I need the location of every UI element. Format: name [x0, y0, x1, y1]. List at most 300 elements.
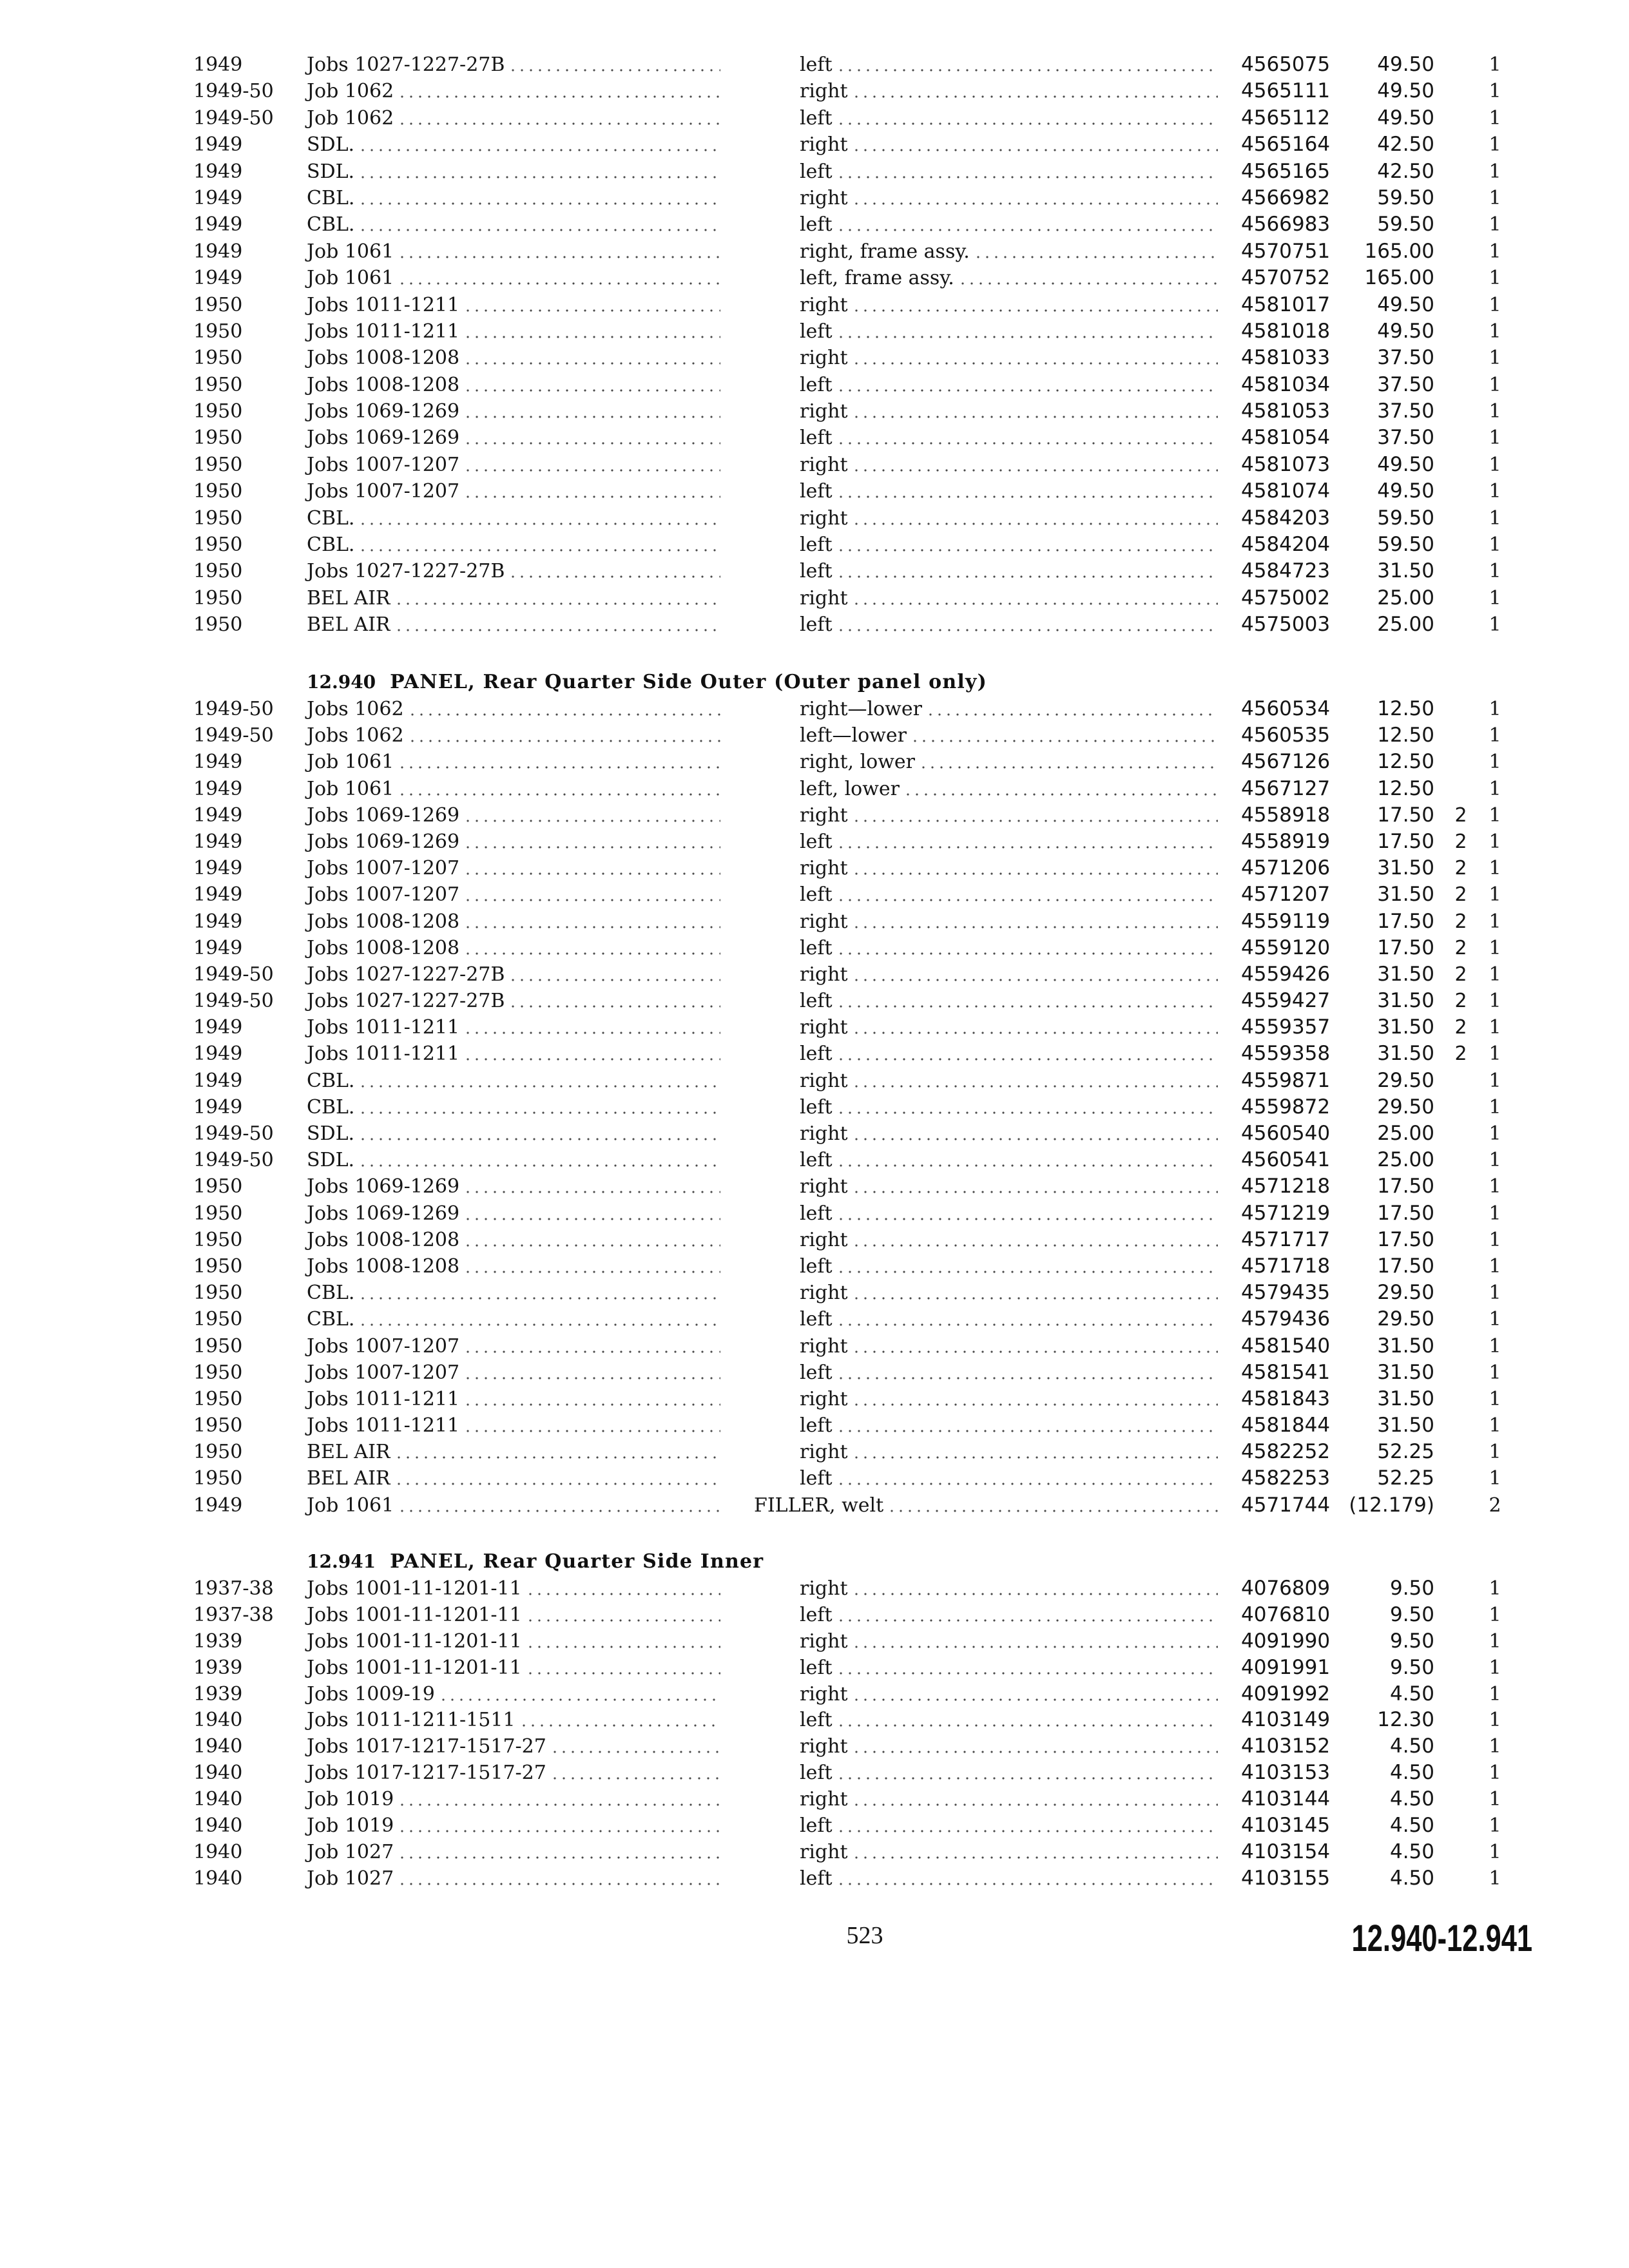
dot-leader: [394, 1465, 720, 1492]
dot-leader: [836, 105, 1218, 131]
job-cell: [307, 749, 720, 775]
description: right: [800, 400, 848, 423]
description: right: [800, 586, 848, 610]
job-cell: [307, 776, 720, 802]
description-cell: [800, 908, 1218, 935]
dot-leader: [852, 908, 1218, 935]
model-year: 1950: [193, 1282, 243, 1305]
quantity: 1: [1489, 613, 1501, 637]
description: left: [800, 320, 833, 343]
price: 29.50: [1377, 1281, 1434, 1305]
description: left: [800, 1254, 833, 1278]
job-number: Jobs 1069-1269: [307, 1175, 460, 1198]
quantity: 1: [1489, 373, 1501, 396]
model-year: 1949-50: [193, 724, 274, 747]
job-cell: [307, 1681, 720, 1707]
job-number: Jobs 1011-1211: [307, 1414, 460, 1437]
dot-leader: [836, 829, 1218, 855]
job-number: Jobs 1007-1207: [307, 883, 460, 907]
price: 17.50: [1377, 803, 1434, 827]
job-cell: [307, 1306, 720, 1332]
price: 59.50: [1377, 533, 1434, 557]
description-cell: [800, 585, 1218, 611]
dot-leader: [358, 185, 720, 211]
job-cell: [307, 1120, 720, 1147]
table-row: [0, 1412, 1629, 1439]
model-year: 1949: [193, 240, 243, 263]
description-cell: [800, 1412, 1218, 1439]
model-year: 1940: [193, 1840, 243, 1863]
model-year: 1939: [193, 1682, 243, 1706]
price: 4.50: [1389, 1735, 1434, 1758]
table-row: [0, 211, 1629, 238]
dot-leader: [463, 881, 720, 908]
job-number: CBL.: [307, 1308, 355, 1331]
job-number: BEL AIR: [307, 1467, 390, 1490]
job-cell: [307, 829, 720, 855]
description-cell: [800, 292, 1218, 318]
job-number: Jobs 1027-1227-27B: [307, 53, 505, 76]
dot-leader: [408, 722, 720, 749]
description-cell: [800, 1707, 1218, 1733]
description-cell: [800, 1760, 1218, 1786]
job-cell: [307, 988, 720, 1014]
quantity: 1: [1489, 1735, 1501, 1758]
description: left—lower: [800, 724, 907, 747]
quantity: 1: [1489, 1095, 1501, 1119]
table-row: [0, 776, 1629, 802]
dot-leader: [836, 1253, 1218, 1280]
table-row: [0, 505, 1629, 532]
description: right: [800, 1441, 848, 1464]
dot-leader: [852, 131, 1218, 158]
price: 25.00: [1377, 1122, 1434, 1145]
table-row: [0, 105, 1629, 131]
model-year: 1949: [193, 910, 243, 933]
description-cell: [800, 505, 1218, 532]
quantity: 1: [1489, 453, 1501, 476]
quantity: 1: [1489, 1149, 1501, 1172]
price: 37.50: [1377, 346, 1434, 370]
price: 49.50: [1377, 452, 1434, 476]
price: 49.50: [1377, 319, 1434, 343]
section-heading: [0, 1548, 1629, 1575]
dot-leader: [358, 1147, 720, 1173]
model-year: 1949: [193, 133, 243, 157]
model-year: 1937-38: [193, 1603, 274, 1626]
description-cell: [800, 1147, 1218, 1173]
part-number: 4076810: [1241, 1602, 1331, 1626]
model-year: 1950: [193, 506, 243, 530]
description: left: [800, 1603, 833, 1626]
description-cell: [800, 696, 1218, 722]
job-number: Job 1062: [307, 80, 394, 103]
description: right: [800, 1282, 848, 1305]
description-cell: [800, 159, 1218, 185]
dot-leader: [398, 749, 720, 775]
job-number: CBL.: [307, 186, 355, 209]
table-row: [0, 585, 1629, 611]
description: left, frame assy.: [800, 267, 954, 290]
dot-leader: [852, 1575, 1218, 1602]
description-cell: [800, 78, 1218, 104]
job-cell: [307, 1333, 720, 1360]
job-number: Jobs 1011-1211: [307, 293, 460, 316]
description-cell: [800, 935, 1218, 961]
job-cell: [307, 1173, 720, 1200]
table-row: [0, 78, 1629, 104]
job-cell: [307, 611, 720, 638]
price: 42.50: [1377, 133, 1434, 157]
job-number: SDL.: [307, 160, 355, 183]
job-cell: [307, 1360, 720, 1386]
part-number: 4103149: [1241, 1708, 1331, 1732]
part-number: 4103152: [1241, 1735, 1331, 1758]
table-row: [0, 318, 1629, 345]
description-cell: [800, 1333, 1218, 1360]
dot-leader: [836, 532, 1218, 558]
price: (12.179): [1349, 1493, 1434, 1517]
job-cell: [307, 1812, 720, 1839]
dot-leader: [526, 1628, 720, 1655]
description-cell: [800, 1602, 1218, 1628]
description-cell: [800, 776, 1218, 802]
dot-leader: [358, 1068, 720, 1094]
price: 37.50: [1377, 399, 1434, 423]
part-number: 4103154: [1241, 1840, 1331, 1863]
description-cell: [800, 1360, 1218, 1386]
price: 12.50: [1377, 724, 1434, 747]
job-cell: [307, 1147, 720, 1173]
description-cell: [800, 961, 1218, 988]
description: left: [800, 1308, 833, 1331]
part-number: 4566982: [1241, 186, 1331, 209]
model-year: 1949: [193, 936, 243, 959]
dot-leader: [852, 345, 1218, 371]
job-number: Job 1019: [307, 1788, 394, 1811]
section-number: 12.941: [307, 1551, 376, 1572]
part-number: 4560534: [1241, 697, 1331, 720]
description-cell: [800, 1253, 1218, 1280]
description-cell: [800, 1865, 1218, 1892]
model-year: 1950: [193, 1202, 243, 1225]
dot-leader: [911, 722, 1218, 749]
dot-leader: [852, 1628, 1218, 1655]
table-row: [0, 1306, 1629, 1332]
dot-leader: [358, 1094, 720, 1120]
description-cell: [800, 1120, 1218, 1147]
description-cell: [800, 425, 1218, 451]
quantity: 1: [1489, 910, 1501, 933]
quantity: 1: [1489, 1387, 1501, 1410]
price: 31.50: [1377, 962, 1434, 986]
price: 12.50: [1377, 697, 1434, 720]
part-number: 4571207: [1241, 883, 1331, 907]
model-year: 1949: [193, 1069, 243, 1092]
dot-leader: [398, 238, 720, 265]
quantity: 1: [1489, 1308, 1501, 1331]
dot-leader: [852, 855, 1218, 881]
table-row: [0, 1655, 1629, 1681]
description-cell: [800, 1655, 1218, 1681]
quantity: 1: [1489, 347, 1501, 370]
model-year: 1949: [193, 1494, 243, 1517]
model-year: 1949-50: [193, 1122, 274, 1145]
job-number: BEL AIR: [307, 1441, 390, 1464]
part-number: 4584723: [1241, 559, 1331, 583]
description: right: [800, 347, 848, 370]
quantity: 1: [1489, 1867, 1501, 1890]
job-cell: [307, 372, 720, 398]
model-year: 1950: [193, 480, 243, 503]
table-row: [0, 1865, 1629, 1892]
job-cell: [307, 1707, 720, 1733]
price: 25.00: [1377, 586, 1434, 610]
part-number: 4581017: [1241, 293, 1331, 316]
quantity: 1: [1489, 560, 1501, 583]
dot-leader: [526, 1602, 720, 1628]
table-row: [0, 1812, 1629, 1839]
description-cell: [800, 1786, 1218, 1812]
price: 31.50: [1377, 883, 1434, 907]
model-year: 1949: [193, 160, 243, 183]
price: 52.25: [1377, 1440, 1434, 1464]
price: 4.50: [1389, 1787, 1434, 1811]
dot-leader: [852, 1333, 1218, 1360]
table-row: [0, 722, 1629, 749]
catalog-section: [0, 1548, 1629, 1892]
quantity: 1: [1489, 586, 1501, 610]
dot-leader: [463, 1360, 720, 1386]
part-number: 4567126: [1241, 750, 1331, 774]
dot-leader: [836, 1865, 1218, 1892]
job-number: SDL.: [307, 1149, 355, 1172]
quantity: 2: [1489, 1494, 1501, 1517]
model-year: 1939: [193, 1629, 243, 1653]
dot-leader: [398, 78, 720, 104]
description: right: [800, 1228, 848, 1251]
model-year: 1950: [193, 1441, 243, 1464]
table-row: [0, 478, 1629, 505]
description: left: [800, 990, 833, 1013]
description-cell: [800, 1068, 1218, 1094]
price: 17.50: [1377, 936, 1434, 959]
job-cell: [307, 908, 720, 935]
price: 25.00: [1377, 1148, 1434, 1172]
description: right: [800, 1629, 848, 1653]
dot-leader: [463, 908, 720, 935]
part-number: 4565164: [1241, 133, 1331, 157]
model-year: 1939: [193, 1656, 243, 1679]
price: 31.50: [1377, 1042, 1434, 1066]
description-cell: [800, 1200, 1218, 1227]
dot-leader: [398, 1865, 720, 1892]
dot-leader: [836, 1306, 1218, 1332]
dot-leader: [836, 1200, 1218, 1227]
price: 49.50: [1377, 293, 1434, 316]
price: 49.50: [1377, 106, 1434, 130]
job-cell: [307, 1602, 720, 1628]
description: right: [800, 133, 848, 157]
description-cell: [800, 855, 1218, 881]
description: right: [800, 1735, 848, 1758]
model-year: 1937-38: [193, 1577, 274, 1600]
job-cell: [307, 802, 720, 829]
model-year: 1950: [193, 1414, 243, 1437]
job-number: Jobs 1062: [307, 724, 404, 747]
price: 37.50: [1377, 372, 1434, 396]
section-title: PANEL, Rear Quarter Side Outer (Outer panel only): [390, 671, 988, 693]
quantity: 1: [1489, 936, 1501, 959]
description: left: [800, 1361, 833, 1384]
quantity: 1: [1489, 990, 1501, 1013]
quantity: 1: [1489, 1577, 1501, 1600]
model-year: 1949-50: [193, 80, 274, 103]
model-year: 1950: [193, 1361, 243, 1384]
description-cell: [800, 1465, 1218, 1492]
part-number: 4103145: [1241, 1814, 1331, 1838]
model-year: 1949: [193, 186, 243, 209]
description-cell: [800, 1280, 1218, 1306]
job-number: Job 1062: [307, 106, 394, 130]
description: left: [800, 160, 833, 183]
description: left: [800, 533, 833, 557]
description: right: [800, 1840, 848, 1863]
dot-leader: [519, 1707, 720, 1733]
dot-leader: [463, 372, 720, 398]
dot-leader: [463, 478, 720, 505]
job-number: Jobs 1008-1208: [307, 910, 460, 933]
page-number: 523: [846, 1922, 883, 1949]
description-cell: [800, 1173, 1218, 1200]
description-cell: [800, 452, 1218, 478]
table-row: [0, 1147, 1629, 1173]
job-cell: [307, 478, 720, 505]
dot-leader: [526, 1655, 720, 1681]
table-row: [0, 1120, 1629, 1147]
job-cell: [307, 78, 720, 104]
description-cell: [800, 1386, 1218, 1412]
description-cell: [800, 131, 1218, 158]
price: 4.50: [1389, 1814, 1434, 1838]
job-number: Jobs 1001-11-1201-11: [307, 1603, 522, 1626]
dot-leader: [903, 776, 1218, 802]
description: left: [800, 1414, 833, 1437]
dot-leader: [463, 1253, 720, 1280]
dot-leader: [526, 1575, 720, 1602]
part-number: 4559871: [1241, 1068, 1331, 1092]
price: 29.50: [1377, 1068, 1434, 1092]
part-number: 4103144: [1241, 1787, 1331, 1811]
note-ref: 2: [1454, 857, 1467, 880]
dot-leader: [852, 1014, 1218, 1041]
dot-leader: [852, 961, 1218, 988]
price: 17.50: [1377, 1175, 1434, 1198]
price: 17.50: [1377, 1227, 1434, 1251]
model-year: 1949: [193, 777, 243, 800]
description: left: [800, 1095, 833, 1119]
table-row: [0, 425, 1629, 451]
description-cell: [800, 1839, 1218, 1865]
job-cell: [307, 1439, 720, 1465]
dot-leader: [852, 585, 1218, 611]
job-cell: [307, 1253, 720, 1280]
quantity: 1: [1489, 1814, 1501, 1838]
model-year: 1940: [193, 1867, 243, 1890]
job-number: Jobs 1008-1208: [307, 1254, 460, 1278]
description-cell: [800, 238, 1218, 265]
job-number: Jobs 1017-1217-1517-27: [307, 1762, 546, 1785]
quantity: 1: [1489, 724, 1501, 747]
quantity: 1: [1489, 293, 1501, 316]
catalog-section: [0, 52, 1629, 639]
job-number: Job 1061: [307, 777, 394, 800]
dot-leader: [852, 1681, 1218, 1707]
table-row: [0, 1439, 1629, 1465]
job-cell: [307, 398, 720, 425]
model-year: 1949: [193, 267, 243, 290]
job-number: Jobs 1007-1207: [307, 1361, 460, 1384]
description-cell: [800, 1812, 1218, 1839]
job-number: CBL.: [307, 533, 355, 557]
part-number: 4581018: [1241, 319, 1331, 343]
model-year: 1950: [193, 1254, 243, 1278]
dot-leader: [394, 1439, 720, 1465]
dot-leader: [508, 52, 720, 78]
table-row: [0, 829, 1629, 855]
section-number: 12.940: [307, 671, 376, 693]
job-number: Job 1061: [307, 267, 394, 290]
model-year: 1950: [193, 533, 243, 557]
dot-leader: [408, 696, 720, 722]
catalog-section: [0, 668, 1629, 1519]
description: right: [800, 1069, 848, 1092]
description: right, lower: [800, 751, 916, 774]
dot-leader: [836, 318, 1218, 345]
description-cell: [800, 372, 1218, 398]
dot-leader: [836, 1602, 1218, 1628]
part-number: 4076809: [1241, 1577, 1331, 1600]
price: 17.50: [1377, 1254, 1434, 1278]
quantity: 1: [1489, 883, 1501, 907]
dot-leader: [358, 159, 720, 185]
job-cell: [307, 1200, 720, 1227]
dot-leader: [852, 1227, 1218, 1253]
job-number: Jobs 1001-11-1201-11: [307, 1656, 522, 1679]
dot-leader: [463, 292, 720, 318]
description: left: [800, 936, 833, 959]
quantity: 1: [1489, 1282, 1501, 1305]
description: left: [800, 53, 833, 76]
part-number: 4581541: [1241, 1360, 1331, 1384]
part-number: 4566983: [1241, 213, 1331, 236]
dot-leader: [836, 478, 1218, 505]
job-number: Jobs 1069-1269: [307, 1202, 460, 1225]
note-ref: 2: [1454, 883, 1467, 907]
quantity: 1: [1489, 213, 1501, 236]
job-number: BEL AIR: [307, 586, 390, 610]
dot-leader: [463, 1333, 720, 1360]
part-number: 4571744: [1241, 1493, 1331, 1517]
quantity: 1: [1489, 427, 1501, 450]
dot-leader: [463, 345, 720, 371]
price: 4.50: [1389, 1840, 1434, 1863]
description: right: [800, 1788, 848, 1811]
dot-leader: [836, 558, 1218, 584]
table-row: [0, 238, 1629, 265]
dot-leader: [463, 829, 720, 855]
table-row: [0, 1492, 1629, 1519]
